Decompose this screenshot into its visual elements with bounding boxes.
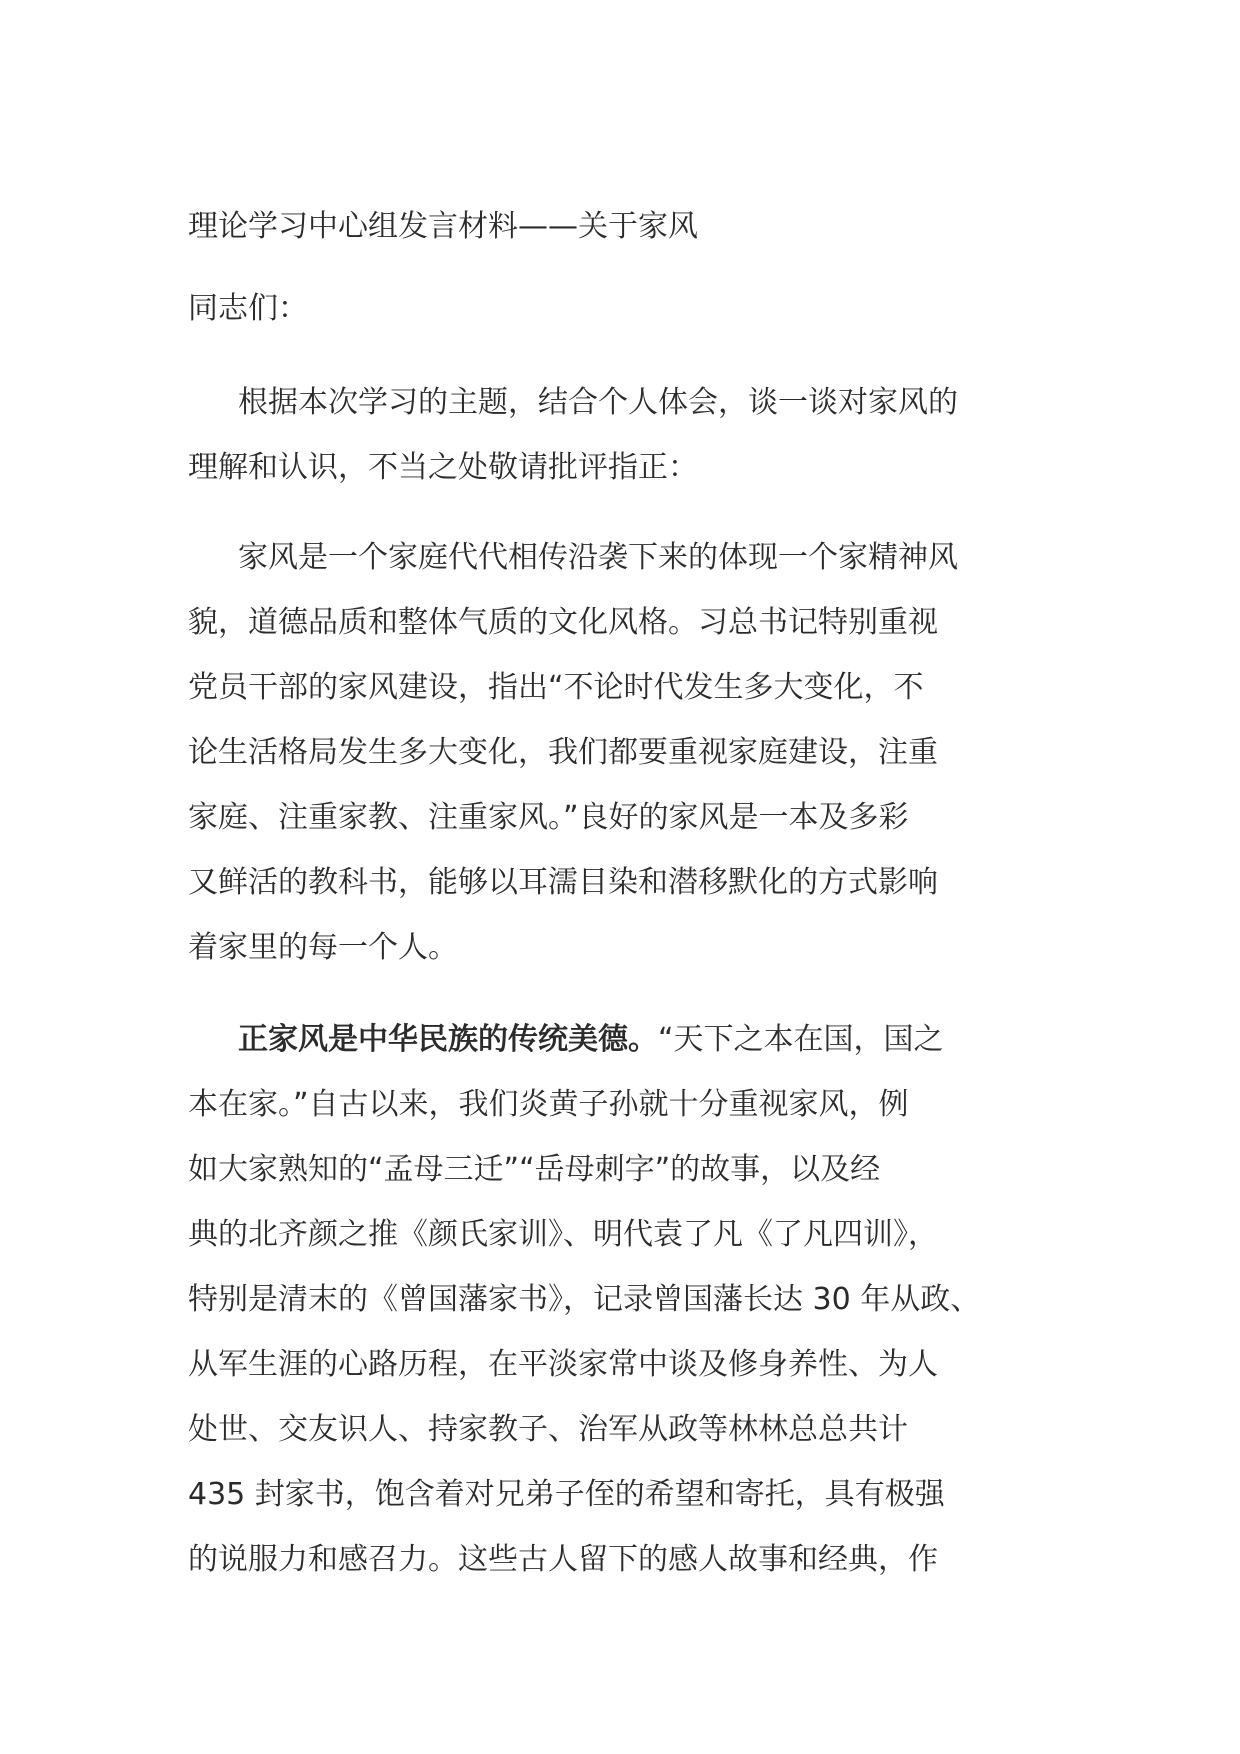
paragraph-line: 435 封家书，饱含着对兄弟子侄的希望和寄托，具有极强: [188, 1477, 945, 1512]
paragraph-line: 理解和认识，不当之处敬请批评指正：: [188, 450, 698, 485]
paragraph-line: 根据本次学习的主题，结合个人体会，谈一谈对家风的: [238, 385, 958, 420]
paragraph-definition: [188, 525, 1088, 980]
paragraph-line: 本在家。”自古以来，我们炎黄子孙就十分重视家风，例: [188, 1087, 909, 1122]
salutation: 同志们：: [188, 291, 308, 326]
paragraph-line: 党员干部的家风建设，指出“不论时代发生多大变化，不: [188, 670, 924, 705]
paragraph-tradition: [188, 1007, 1088, 1592]
paragraph-line: 从军生涯的心路历程，在平淡家常中谈及修身养性、为人: [188, 1347, 938, 1382]
paragraph-heading: 正家风是中华民族的传统美德。: [238, 1022, 658, 1057]
paragraph-line: 着家里的每一个人。: [188, 930, 458, 965]
paragraph-line: 家庭、注重家教、注重家风。”良好的家风是一本及多彩: [188, 800, 909, 835]
paragraph-line-rest: “天下之本在国，国之: [658, 1022, 944, 1057]
paragraph-line: 论生活格局发生多大变化，我们都要重视家庭建设，注重: [188, 735, 938, 770]
paragraph-line: 又鲜活的教科书，能够以耳濡目染和潜移默化的方式影响: [188, 865, 938, 900]
paragraph-line: 家风是一个家庭代代相传沿袭下来的体现一个家精神风: [238, 540, 958, 575]
paragraph-line: 貌，道德品质和整体气质的文化风格。习总书记特别重视: [188, 605, 938, 640]
paragraph-line: 典的北齐颜之推《颜氏家训》、明代袁了凡《了凡四训》，: [188, 1217, 938, 1252]
paragraph-intro: [188, 370, 1088, 500]
paragraph-line: 处世、交友识人、持家教子、治军从政等林林总总共计: [188, 1412, 908, 1447]
paragraph-line: [188, 1007, 1088, 1072]
paragraph-line: 的说服力和感召力。这些古人留下的感人故事和经典，作: [188, 1542, 938, 1577]
paragraph-line: 特别是清末的《曾国藩家书》，记录曾国藩长达 30 年从政、: [188, 1282, 981, 1317]
document-title: 理论学习中心组发言材料——关于家风: [188, 209, 698, 244]
paragraph-line: 如大家熟知的“孟母三迁”“岳母刺字”的故事，以及经: [188, 1152, 881, 1187]
